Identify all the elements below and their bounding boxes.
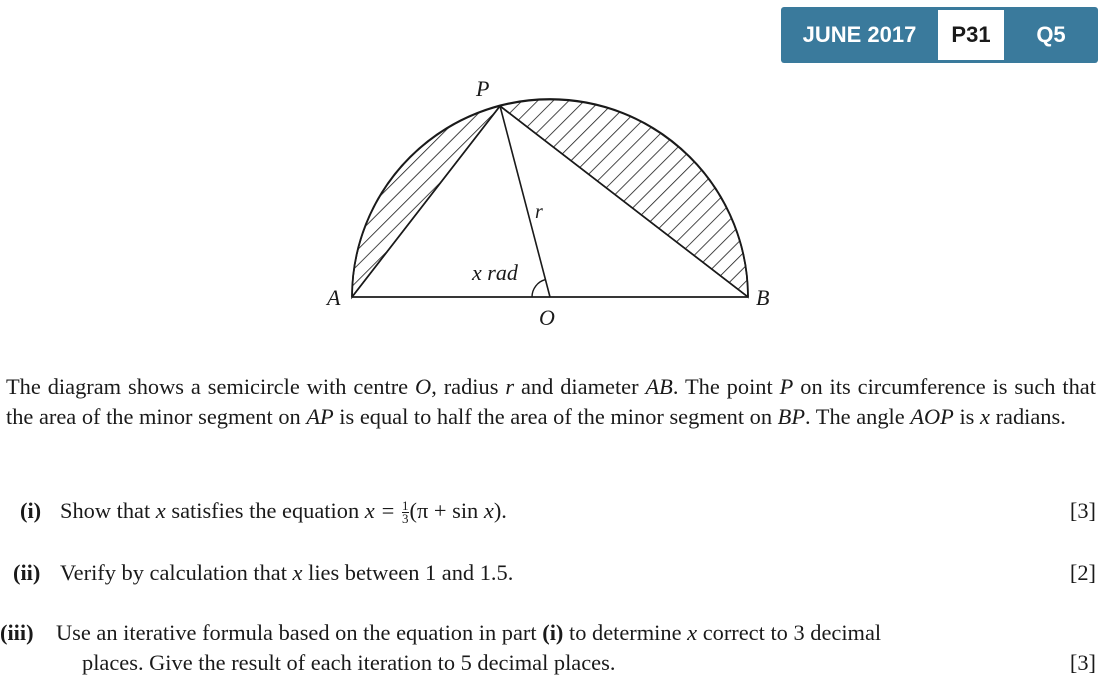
- question-number: Q5: [1036, 22, 1066, 47]
- exam-date: JUNE 2017: [802, 22, 917, 47]
- part-number: (iii): [0, 620, 34, 645]
- part-text: Show that x satisfies the equation x = $\frac{1}{3}$ (π + sin x).: [60, 498, 507, 527]
- part-text: Verify by calculation that x lies between 1 and 1.5.: [60, 560, 514, 585]
- label-p: P: [476, 76, 490, 101]
- marks: [3]: [1069, 498, 1096, 523]
- part-number: (i): [20, 498, 42, 523]
- label-a: A: [327, 285, 341, 310]
- part-number: (ii): [13, 560, 41, 585]
- marks: [2]: [1069, 560, 1096, 585]
- label-angle: x rad: [472, 260, 518, 285]
- part-text-line-2: places. Give the result of each iteration to 5 decimal places.: [82, 650, 616, 675]
- fraction-one-third: $\frac{1}{3}$: [402, 498, 409, 527]
- angle-arc: [532, 280, 545, 297]
- label-o: O: [539, 305, 555, 330]
- part-text: Use an iterative formula based on the equation in part (i) to determine x correct to 3 decimal: [56, 620, 882, 645]
- question-intro: The diagram shows a semicircle with centre O, radius r and diameter AB. The point P on its circumference is such that the area of the minor segment on AP is equal to half the area of the minor segment on BP. The angle AOP is x radians.: [6, 374, 1096, 429]
- paper-code: P31: [938, 10, 1004, 60]
- label-r: r: [535, 201, 543, 223]
- marks: [3]: [1069, 650, 1096, 675]
- label-b: B: [756, 285, 770, 310]
